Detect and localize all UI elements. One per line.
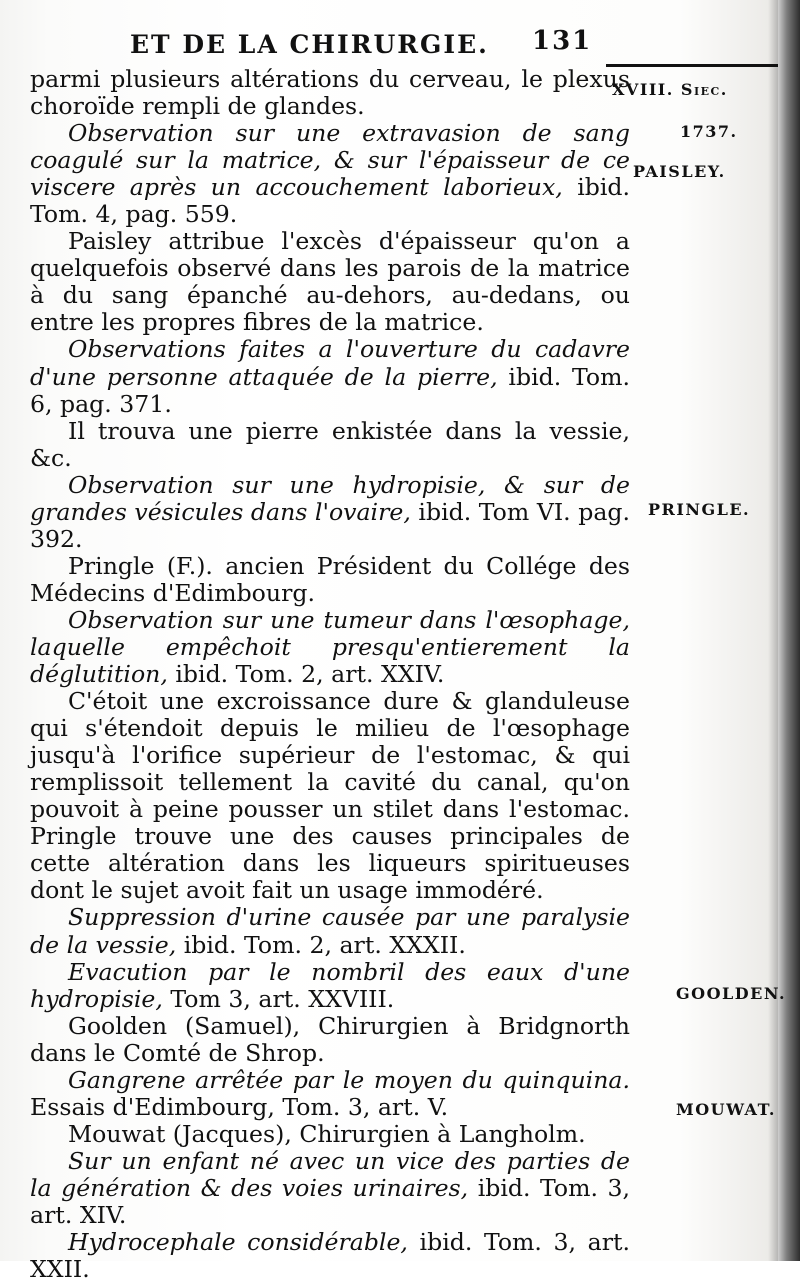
citation-title: Gangrene arrêtée par le moyen du quinquina. xyxy=(68,1065,630,1094)
citation-title: Observation sur une extravasion de sang coagulé sur la matrice, & sur l'épaisseur de ce viscere après un accouchement laborieux, xyxy=(30,119,630,202)
page-number: 131 xyxy=(532,26,593,56)
book-spine-shadow xyxy=(778,0,800,1261)
citation-title: Hydrocephale considérable, xyxy=(68,1228,408,1257)
margin-paisley: PAISLEY. xyxy=(633,162,726,181)
paragraph: Mouwat (Jacques), Chirurgien à Langholm. xyxy=(68,1119,586,1148)
citation-paragraph xyxy=(30,1148,630,1229)
citation-paragraph xyxy=(30,607,630,688)
citation-paragraph xyxy=(30,472,630,553)
citation-ref: ibid. Tom. 3, art. XIV. xyxy=(30,1173,631,1229)
margin-goolden: GOOLDEN. xyxy=(676,984,787,1003)
paragraph: Paisley attribue l'excès d'épaisseur qu'on a quelquefois observé dans les parois de la matrice à du sang épanché au-dehors, au-dedans, ou entre les propres fibres de la matrice. xyxy=(30,227,630,337)
citation-ref: ibid. Tom. 2, art. XXXII. xyxy=(183,930,466,959)
paragraph: parmi plusieurs altérations du cerveau, le plexus choroïde rempli de glandes. xyxy=(30,65,630,121)
paragraph: Il trouva une pierre enkistée dans la vessie, &c. xyxy=(30,416,630,472)
paragraph: Goolden (Samuel), Chirurgien à Bridgnorth dans le Comté de Shrop. xyxy=(30,1011,630,1067)
paragraph: Pringle (F.). ancien Président du Collége des Médecins d'Edimbourg. xyxy=(30,551,630,607)
citation-paragraph xyxy=(30,336,630,417)
margin-rule xyxy=(606,64,778,67)
margin-year: 1737. xyxy=(680,122,738,141)
citation-title: Evacution par le nombril des eaux d'une hydropisie, xyxy=(30,957,630,1013)
citation-paragraph xyxy=(30,1067,630,1121)
margin-century: XVIII. Siec. xyxy=(612,80,728,99)
citation-title: Observation sur une tumeur dans l'œsophage, laquelle empêchoit presqu'entierement la déglutition, xyxy=(30,605,630,689)
citation-ref: ibid. Tom. 3, art. XXII. xyxy=(30,1228,630,1283)
citation-paragraph xyxy=(30,120,630,228)
citation-ref: ibid. Tom. 6, pag. 371. xyxy=(30,362,631,418)
body-text xyxy=(30,66,630,1283)
citation-ref: ibid. Tom. 2, art. XXIV. xyxy=(175,660,445,689)
citation-title: Sur un enfant né avec un vice des parties de la génération & des voies urinaires, xyxy=(30,1146,630,1202)
citation-paragraph xyxy=(30,904,630,958)
citation-ref: ibid. Tom VI. pag. 392. xyxy=(30,497,630,553)
paragraph: C'étoit une excroissance dure & glanduleuse qui s'étendoit depuis le milieu de l'œsophage jusqu'à l'orifice supérieur de l'estomac, & qui remplissoit tellement la cavité du canal, qu'on pouvoit à peine pousser un stilet dans l'estomac. Pringle trouve une des causes principales de cette altération dans les liqueurs spiritueuses dont le sujet avoit fait un usage immodéré. xyxy=(30,687,630,905)
citation-paragraph xyxy=(30,1229,630,1283)
citation-title: Observations faites a l'ouverture du cadavre d'une personne attaquée de la pierre, xyxy=(30,335,630,391)
running-title: ET DE LA CHIRURGIE. xyxy=(130,30,489,59)
margin-mouwat: MOUWAT. xyxy=(676,1100,776,1119)
citation-ref: Essais d'Edimbourg, Tom. 3, art. V. xyxy=(30,1092,449,1121)
citation-paragraph xyxy=(30,959,630,1013)
citation-title: Observation sur une hydropisie, & sur de grandes vésicules dans l'ovaire, xyxy=(30,470,630,526)
citation-ref: Tom 3, art. XXVIII. xyxy=(170,984,395,1013)
citation-ref: ibid. Tom. 4, pag. 559. xyxy=(30,173,631,229)
margin-pringle: PRINGLE. xyxy=(648,500,751,519)
citation-title: Suppression d'urine causée par une paralysie de la vessie, xyxy=(30,903,630,959)
page-header xyxy=(100,26,600,66)
